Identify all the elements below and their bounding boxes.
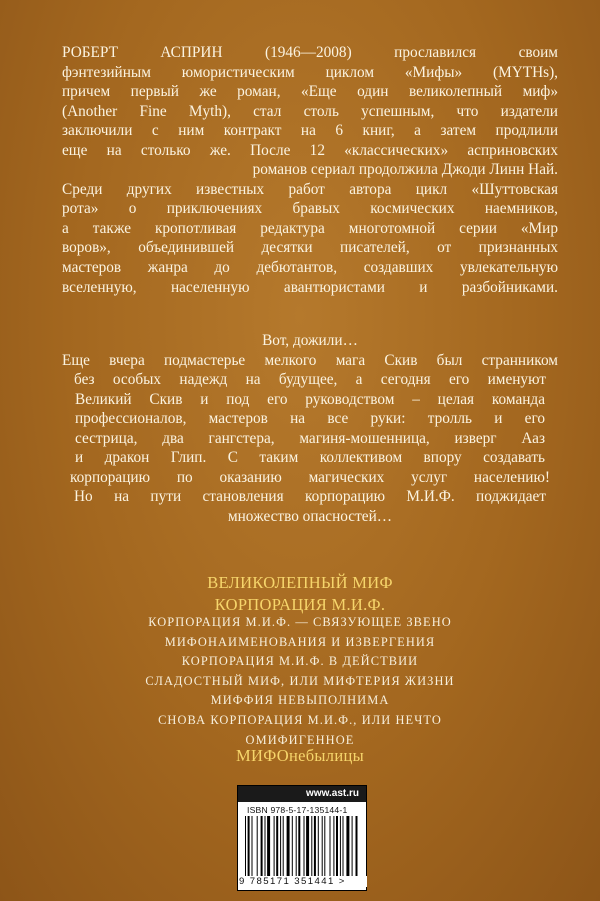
series-title: КОРПОРАЦИЯ М.И.Ф. — СВЯЗУЮЩЕЕ ЗВЕНО xyxy=(148,615,452,629)
barcode-bar xyxy=(261,816,263,876)
bio-line: заключили с ним контракт на 6 книг, а затем продлили xyxy=(62,122,558,140)
series-title: СЛАДОСТНЫЙ МИФ, ИЛИ МИФТЕРИЯ ЖИЗНИ xyxy=(145,673,455,688)
blurb-line: сестрица, два гангстера, магиня-мошенница, изверг Ааз xyxy=(75,429,545,447)
barcode-bar xyxy=(346,816,349,876)
blurb-line: множество опасностей… xyxy=(227,507,393,525)
barcode-bar xyxy=(257,816,258,876)
blurb-line: Великий Скив и под его руководством – целая команда xyxy=(75,390,545,408)
barcode-bar xyxy=(318,816,319,876)
series-title: ОМИФИГЕННОЕ xyxy=(245,732,355,747)
barcode-bar xyxy=(330,816,331,876)
barcode-bar xyxy=(248,816,250,876)
series-title: МИФОНАИМЕНОВАНИЯ И ИЗВЕРГЕНИЯ xyxy=(164,634,436,649)
bio-line: Среди других известных работ автора цикл «Шуттовская xyxy=(62,180,558,198)
barcode-icon xyxy=(245,816,359,876)
bio-line: рота» о приключениях бравых космических наемников, xyxy=(62,200,558,218)
blurb-line: Еще вчера подмастерье мелкого мага Скив был странником xyxy=(62,351,558,369)
barcode-bar xyxy=(276,816,278,876)
series-title: КОРПОРАЦИЯ М.И.Ф. В ДЕЙСТВИИ xyxy=(181,654,419,669)
bio-line: романов сериал продолжила Джоди Линн Най. xyxy=(252,161,558,179)
barcode-bar xyxy=(245,816,246,876)
barcode-bar xyxy=(292,816,293,876)
barcode-bar xyxy=(252,816,253,876)
barcode-bar xyxy=(333,816,334,876)
blurb-line: Но на пути становления корпорацию М.И.Ф. поджидает xyxy=(74,488,546,506)
barcode-bar xyxy=(311,816,312,876)
blurb-line: Вот, дожили… xyxy=(262,332,358,349)
series-title: МИФФИЯ НЕВЫПОЛНИМА xyxy=(210,693,390,708)
series-title: СНОВА КОРПОРАЦИЯ М.И.Ф., ИЛИ НЕЧТО xyxy=(158,712,442,727)
barcode-digits: 9 785171 351441 > xyxy=(238,876,367,887)
barcode-bar xyxy=(274,816,275,876)
barcode-bar xyxy=(267,816,270,876)
blurb-line: и дракон Глип. С таким коллективом впору создавать xyxy=(75,449,545,467)
featured-title: ВЕЛИКОЛЕПНЫЙ МИФ xyxy=(207,573,393,592)
barcode-bar xyxy=(340,816,341,876)
blurb-line: профессионалов, мастеров на все руки: тролль и его xyxy=(75,410,545,428)
barcode-block xyxy=(237,785,367,891)
bio-line: фэнтезийным юмористическим циклом «Мифы» (MYTHs), xyxy=(62,63,558,81)
featured-title: КОРПОРАЦИЯ М.И.Ф. xyxy=(214,595,386,614)
barcode-bar xyxy=(296,816,297,876)
barcode-bar xyxy=(287,816,290,876)
bio-line: воров», объединившей десятки писателей, от признанных xyxy=(62,239,558,257)
bio-line: а также кропотливая редактура многотомной серии «Мир xyxy=(62,219,558,237)
book-blurb xyxy=(62,331,558,526)
blurb-line: без особых надежд на будущее, а сегодня его именуют xyxy=(74,371,546,389)
barcode-bar xyxy=(343,816,344,876)
bio-line: еще на столько же. После 12 «классических» аспринoвских xyxy=(62,141,558,159)
author-biography xyxy=(62,43,558,297)
barcode-bar xyxy=(336,816,338,876)
isbn-number: ISBN 978-5-17-135144-1 xyxy=(247,805,348,815)
barcode-bar xyxy=(304,816,305,876)
barcode-bar xyxy=(280,816,281,876)
barcode-bar xyxy=(352,816,353,876)
series-list xyxy=(0,613,600,750)
bio-line: мастеров жанра до дебютантов, создавших увлекательную xyxy=(62,259,558,277)
series-title-last: МИФОнебылицы xyxy=(236,746,364,765)
bio-line: (Another Fine Myth), стал столь успешным, что издатели xyxy=(62,102,558,120)
barcode-bar xyxy=(314,816,316,876)
barcode-bar xyxy=(283,816,284,876)
barcode-bar xyxy=(322,816,323,876)
publisher-website: www.ast.ru xyxy=(238,786,366,802)
barcode-bar xyxy=(324,816,325,876)
barcode-bar xyxy=(306,816,309,876)
barcode-bar xyxy=(298,816,300,876)
blurb-line: корпорацию по оказанию магических услуг населению! xyxy=(70,468,550,486)
barcode-bar xyxy=(265,816,266,876)
bio-line: причем первый же роман, «Еще один великолепный миф» xyxy=(62,83,558,101)
bio-line: РОБЕРТ АСПРИН (1946—2008) прославился своим xyxy=(62,44,558,61)
bio-line: вселенную, населенную авантюристами и разбойниками. xyxy=(62,278,558,296)
barcode-bar xyxy=(356,816,358,876)
